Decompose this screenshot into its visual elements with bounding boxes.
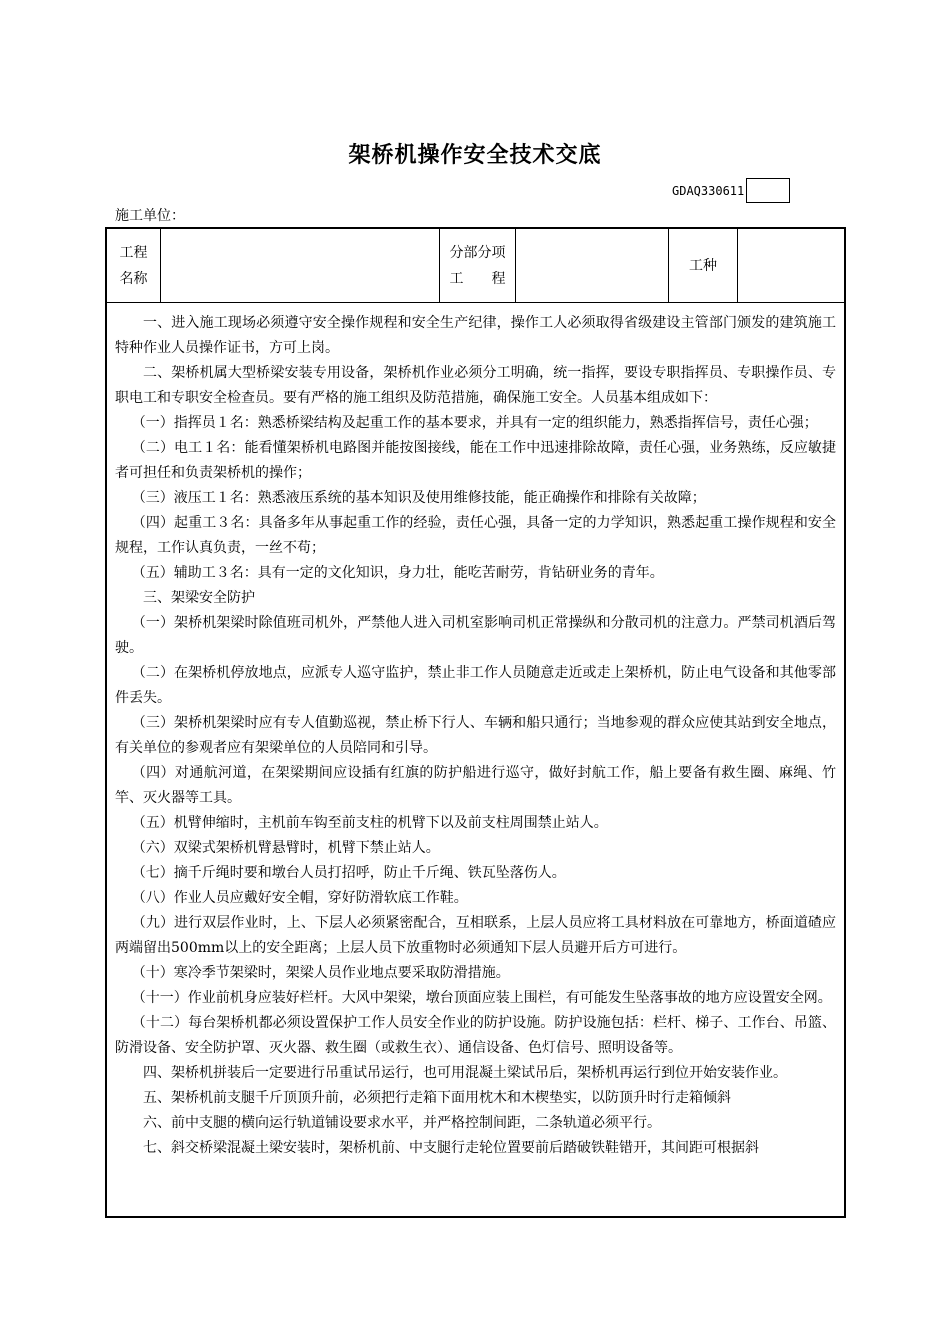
content-paragraph: （九）进行双层作业时，上、下层人必须紧密配合，互相联系，上层人员应将工具材料放在可靠地方，桥面道碴应两端留出500mm以上的安全距离；上层人员下放重物时必须通知下层人员避开后方可进行。 — [115, 915, 836, 956]
work-type-value — [738, 229, 844, 302]
content-paragraph: （十）寒冷季节架梁时，架梁人员作业地点要采取防滑措施。 — [131, 965, 510, 981]
subproject-value — [516, 229, 668, 302]
content-paragraph: 七、斜交桥梁混凝土梁安装时，架桥机前、中支腿行走轮位置要前后踏破铁鞋错开，其间距可根据斜 — [143, 1140, 759, 1156]
project-name-label: 工程 名称 — [119, 244, 148, 287]
content-paragraph: 三、架梁安全防护 — [143, 590, 255, 606]
table-header-row — [107, 229, 844, 303]
doc-code-area — [672, 178, 790, 203]
content-paragraph: （五）辅助工３名：具有一定的文化知识，身力壮，能吃苦耐劳，肯钻研业务的青年。 — [131, 565, 664, 581]
work-type-label: 工种 — [689, 257, 717, 274]
subproject-label: 分部分项 工 程 — [449, 244, 506, 287]
doc-code: GDAQ330611 — [672, 183, 745, 198]
content-paragraph: （一）架桥机架梁时除值班司机外，严禁他人进入司机室影响司机正常操纵和分散司机的注意力。严禁司机酒后驾驶。 — [115, 615, 836, 656]
content-paragraph: （十二）每台架桥机都必须设置保护工作人员安全作业的防护设施。防护设施包括：栏杆、梯子、工作台、吊篮、防滑设备、安全防护罩、灭火器、救生圈（或救生衣）、通信设备、色灯信号、照明设备等。 — [115, 1015, 836, 1056]
content-paragraph: （四）对通航河道，在架梁期间应设插有红旗的防护船进行巡守，做好封航工作，船上要备有救生圈、麻绳、竹竿、灭火器等工具。 — [115, 765, 836, 806]
content-paragraph: （十一）作业前机身应装好栏杆。大风中架梁，墩台顶面应装上围栏，有可能发生坠落事故的地方应设置安全网。 — [131, 990, 832, 1006]
content-paragraph: 四、架桥机拼装后一定要进行吊重试吊运行，也可用混凝土梁试吊后，架桥机再运行到位开始安装作业。 — [143, 1065, 787, 1081]
content-paragraph: （四）起重工３名：具备多年从事起重工作的经验，责任心强，具备一定的力学知识，熟悉起重工操作规程和安全规程，工作认真负责，一丝不苟； — [115, 515, 836, 556]
content-paragraph: （一）指挥员１名：熟悉桥梁结构及起重工作的基本要求，并具有一定的组织能力，熟悉指挥信号，责任心强； — [131, 415, 818, 431]
content-paragraph: （三）架桥机架梁时应有专人值勤巡视，禁止桥下行人、车辆和船只通行；当地参观的群众应使其站到安全地点，有关单位的参观者应有架梁单位的人员陪同和引导。 — [115, 715, 836, 756]
content-paragraph: 一、进入施工现场必须遵守安全操作规程和安全生产纪律，操作工人必须取得省级建设主管部门颁发的建筑施工特种作业人员操作证书，方可上岗。 — [115, 315, 836, 356]
content-paragraph: 六、前中支腿的横向运行轨道铺设要求水平，并严格控制间距，二条轨道必须平行。 — [143, 1115, 661, 1131]
doc-code-box — [746, 178, 790, 203]
content-paragraph: （二）电工１名：能看懂架桥机电路图并能按图接线，能在工作中迅速排除故障，责任心强，业务熟练，反应敏捷者可担任和负责架桥机的操作； — [115, 440, 836, 481]
disclosure-table — [105, 227, 846, 1218]
content-paragraph: （二）在架桥机停放地点，应派专人巡守监护，禁止非工作人员随意走近或走上架桥机，防止电气设备和其他零部件丢失。 — [115, 665, 836, 706]
content-paragraph: 二、架桥机属大型桥梁安装专用设备，架桥机作业必须分工明确，统一指挥，要设专职指挥员、专职操作员、专职电工和专职安全检查员。要有严格的施工组织及防范措施，确保施工安全。人员基本组成如下： — [115, 365, 836, 406]
content-paragraph: 五、架桥机前支腿千斤顶顶升前，必须把行走箱下面用枕木和木楔垫实，以防顶升时行走箱倾斜 — [143, 1090, 731, 1106]
disclosure-content — [107, 303, 844, 1161]
content-paragraph: （三）液压工１名：熟悉液压系统的基本知识及使用维修技能，能正确操作和排除有关故障； — [131, 490, 706, 506]
page-title: 架桥机操作安全技术交底 — [348, 143, 602, 168]
project-name-value — [161, 229, 439, 302]
content-paragraph: （八）作业人员应戴好安全帽，穿好防滑软底工作鞋。 — [131, 890, 468, 906]
content-paragraph: （五）机臂伸缩时，主机前车钩至前支柱的机臂下以及前支柱周围禁止站人。 — [131, 815, 608, 831]
construction-unit-label: 施工单位： — [115, 208, 185, 224]
content-paragraph: （六）双梁式架桥机臂悬臂时，机臂下禁止站人。 — [131, 840, 440, 856]
content-paragraph: （七）摘千斤绳时要和墩台人员打招呼，防止千斤绳、铁瓦坠落伤人。 — [131, 865, 566, 881]
